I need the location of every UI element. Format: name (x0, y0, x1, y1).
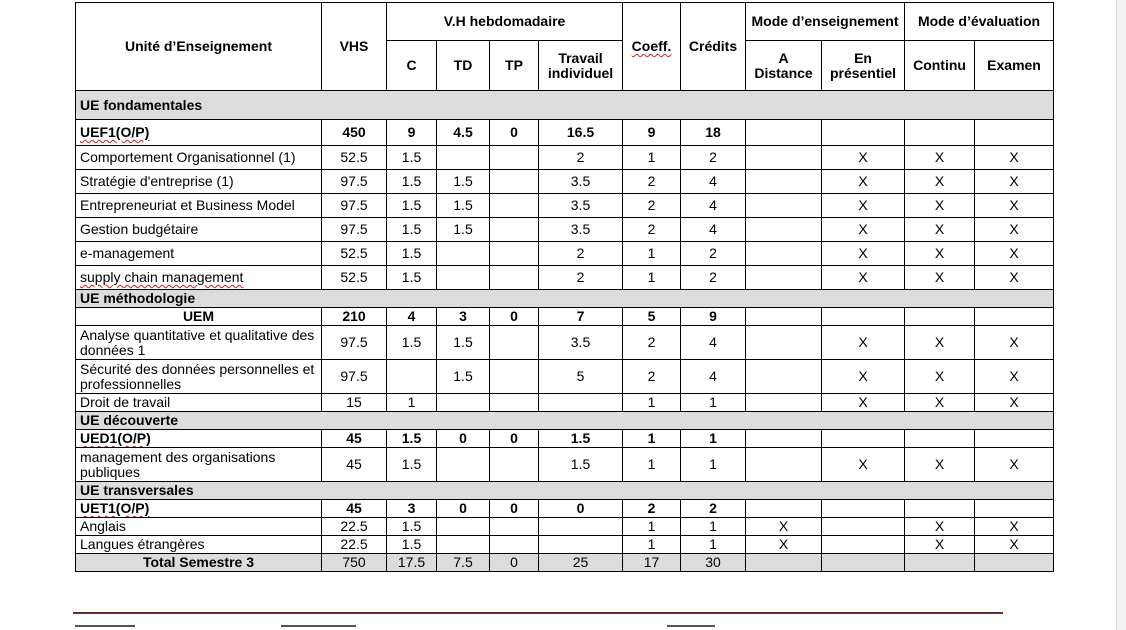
ue-cell-td: 0 (437, 500, 490, 518)
course-cell-name: Stratégie d'entreprise (1) (76, 170, 322, 194)
course-cell-vhs: 97.5 (322, 170, 387, 194)
course-cell-tp (490, 194, 539, 218)
ue-cell-coeff: 2 (623, 500, 681, 518)
course-cell-tp (490, 146, 539, 170)
course-cell-c: 1.5 (387, 518, 437, 536)
course-cell-tp (490, 326, 539, 360)
course-cell-vhs: 22.5 (322, 518, 387, 536)
header-en-presentiel: En présentiel (822, 41, 905, 91)
curriculum-table (75, 2, 1054, 572)
ue-cell-ti: 0 (539, 500, 623, 518)
course-cell-dist: X (746, 518, 822, 536)
ue-cell-empty (746, 500, 822, 518)
course-cell-ti: 2 (539, 242, 623, 266)
ue-cell-name (76, 120, 322, 146)
course-cell-coeff: 1 (623, 242, 681, 266)
course-cell-ti (539, 536, 623, 554)
header-coeff-text: Coeff. (631, 38, 672, 54)
course-cell-exam: X (975, 146, 1054, 170)
ue-cell-empty (975, 308, 1054, 326)
course-cell-td (437, 448, 490, 482)
course-cell-ti: 2 (539, 266, 623, 290)
course-row (76, 394, 1054, 412)
course-cell-c (387, 360, 437, 394)
ue-cell-empty (905, 430, 975, 448)
course-cell-dist (746, 266, 822, 290)
course-cell-coeff: 1 (623, 448, 681, 482)
total-cell-tp: 0 (490, 554, 539, 572)
course-cell-ti: 3.5 (539, 170, 623, 194)
course-cell-name: Droit de travail (76, 394, 322, 412)
course-cell-exam: X (975, 194, 1054, 218)
course-cell-td (437, 266, 490, 290)
course-cell-c: 1.5 (387, 536, 437, 554)
ue-cell-empty (905, 500, 975, 518)
course-cell-pres: X (822, 394, 905, 412)
course-cell-name: Comportement Organisationnel (1) (76, 146, 322, 170)
course-cell-cont: X (905, 326, 975, 360)
course-cell-pres: X (822, 170, 905, 194)
course-cell-td: 1.5 (437, 360, 490, 394)
course-cell-vhs: 97.5 (322, 326, 387, 360)
ue-cell-name: UEM (76, 308, 322, 326)
section-row (76, 412, 1054, 430)
course-cell-c: 1.5 (387, 326, 437, 360)
course-row (76, 218, 1054, 242)
ue-cell-empty (905, 120, 975, 146)
course-cell-name: Anglais (76, 518, 322, 536)
course-row (76, 266, 1054, 290)
ue-cell-empty (822, 500, 905, 518)
header-vhs: VHS (322, 3, 387, 91)
total-cell-coeff: 17 (623, 554, 681, 572)
footer-text-cutoff (73, 624, 1003, 630)
course-cell-td (437, 242, 490, 266)
header-travail-individuel: Travail individuel (539, 41, 623, 91)
course-row (76, 448, 1054, 482)
course-cell-ti: 5 (539, 360, 623, 394)
section-row (76, 290, 1054, 308)
course-cell-exam: X (975, 518, 1054, 536)
course-cell-vhs: 97.5 (322, 218, 387, 242)
ue-cell-c: 9 (387, 120, 437, 146)
course-cell-exam: X (975, 394, 1054, 412)
ue-cell-name-text: UEF1(O/P) (80, 124, 150, 140)
course-cell-coeff: 1 (623, 536, 681, 554)
course-cell-cont: X (905, 448, 975, 482)
course-cell-vhs: 52.5 (322, 146, 387, 170)
course-cell-ti: 3.5 (539, 218, 623, 242)
header-credits: Crédits (681, 3, 746, 91)
ue-cell-empty (822, 120, 905, 146)
course-cell-c: 1.5 (387, 146, 437, 170)
header-mode-evaluation: Mode d’évaluation (905, 3, 1054, 41)
course-cell-credits: 1 (681, 448, 746, 482)
header-td: TD (437, 41, 490, 91)
ue-cell-ti: 1.5 (539, 430, 623, 448)
course-cell-credits: 1 (681, 518, 746, 536)
ue-cell-vhs: 210 (322, 308, 387, 326)
ue-cell-empty (822, 308, 905, 326)
course-cell-name: e-management (76, 242, 322, 266)
total-cell-td: 7.5 (437, 554, 490, 572)
course-cell-dist (746, 170, 822, 194)
course-cell-coeff: 2 (623, 218, 681, 242)
ue-cell-empty (975, 430, 1054, 448)
total-cell-ti: 25 (539, 554, 623, 572)
course-row (76, 326, 1054, 360)
course-cell-pres: X (822, 194, 905, 218)
total-cell-empty (822, 554, 905, 572)
section-title: UE méthodologie (76, 290, 1054, 308)
course-cell-c: 1.5 (387, 194, 437, 218)
course-cell-pres (822, 536, 905, 554)
course-cell-credits: 4 (681, 360, 746, 394)
course-cell-coeff: 2 (623, 360, 681, 394)
course-cell-td: 1.5 (437, 218, 490, 242)
ue-cell-empty (822, 430, 905, 448)
ue-summary-row (76, 308, 1054, 326)
ue-cell-vhs: 450 (322, 120, 387, 146)
course-cell-exam: X (975, 170, 1054, 194)
course-row (76, 360, 1054, 394)
course-cell-c: 1.5 (387, 448, 437, 482)
ue-cell-c: 3 (387, 500, 437, 518)
course-cell-credits: 1 (681, 536, 746, 554)
course-cell-tp (490, 266, 539, 290)
ue-cell-credits: 1 (681, 430, 746, 448)
section-title: UE fondamentales (76, 91, 1054, 120)
course-row (76, 518, 1054, 536)
course-cell-cont: X (905, 194, 975, 218)
header-a-distance: A Distance (746, 41, 822, 91)
course-cell-td: 1.5 (437, 194, 490, 218)
course-cell-ti: 2 (539, 146, 623, 170)
course-cell-c: 1.5 (387, 218, 437, 242)
ue-cell-empty (905, 308, 975, 326)
course-cell-name: Sécurité des données personnelles et professionnelles (76, 360, 322, 394)
course-cell-tp (490, 360, 539, 394)
ue-cell-credits: 2 (681, 500, 746, 518)
course-row (76, 146, 1054, 170)
header-examen: Examen (975, 41, 1054, 91)
course-cell-cont: X (905, 360, 975, 394)
ue-cell-coeff: 5 (623, 308, 681, 326)
course-cell-td (437, 146, 490, 170)
course-cell-exam: X (975, 242, 1054, 266)
header-coeff (623, 3, 681, 91)
total-cell-empty (746, 554, 822, 572)
ue-cell-name-text: UED1(O/P) (80, 430, 151, 446)
course-cell-c: 1.5 (387, 266, 437, 290)
course-cell-cont: X (905, 218, 975, 242)
course-cell-dist: X (746, 536, 822, 554)
ue-cell-name-text: UET1(O/P) (80, 500, 150, 516)
course-cell-vhs: 52.5 (322, 266, 387, 290)
header-row-top (76, 3, 1054, 41)
course-cell-credits: 4 (681, 326, 746, 360)
header-tp: TP (490, 41, 539, 91)
course-cell-cont: X (905, 518, 975, 536)
header-unit: Unité d’Enseignement (76, 3, 322, 91)
course-cell-credits: 1 (681, 394, 746, 412)
course-cell-exam: X (975, 326, 1054, 360)
course-cell-td: 1.5 (437, 326, 490, 360)
header-vh-weekly: V.H hebdomadaire (387, 3, 623, 41)
ue-cell-c: 4 (387, 308, 437, 326)
footer-rule (73, 612, 1003, 614)
total-cell-empty (905, 554, 975, 572)
course-cell-name: management des organisations publiques (76, 448, 322, 482)
course-cell-td (437, 536, 490, 554)
course-cell-tp (490, 242, 539, 266)
course-cell-vhs: 52.5 (322, 242, 387, 266)
ue-cell-empty (746, 120, 822, 146)
ue-cell-empty (746, 308, 822, 326)
ue-cell-credits: 9 (681, 308, 746, 326)
course-cell-dist (746, 394, 822, 412)
course-cell-exam: X (975, 536, 1054, 554)
ue-cell-tp: 0 (490, 308, 539, 326)
course-cell-dist (746, 360, 822, 394)
course-cell-exam: X (975, 448, 1054, 482)
section-row (76, 482, 1054, 500)
course-cell-ti: 1.5 (539, 448, 623, 482)
course-cell-name: Gestion budgétaire (76, 218, 322, 242)
course-cell-pres (822, 518, 905, 536)
course-cell-credits: 4 (681, 218, 746, 242)
ue-cell-coeff: 1 (623, 430, 681, 448)
course-cell-cont: X (905, 536, 975, 554)
ue-summary-row (76, 120, 1054, 146)
ue-cell-name (76, 430, 322, 448)
section-row (76, 91, 1054, 120)
table-body (76, 3, 1054, 572)
course-cell-name: Langues étrangères (76, 536, 322, 554)
course-cell-tp (490, 394, 539, 412)
ue-cell-name (76, 500, 322, 518)
course-cell-vhs: 97.5 (322, 194, 387, 218)
course-row (76, 194, 1054, 218)
course-row (76, 242, 1054, 266)
total-cell-c: 17.5 (387, 554, 437, 572)
course-cell-pres: X (822, 266, 905, 290)
course-cell-dist (746, 448, 822, 482)
course-cell-coeff: 1 (623, 266, 681, 290)
course-cell-vhs: 45 (322, 448, 387, 482)
course-cell-pres: X (822, 448, 905, 482)
course-row (76, 170, 1054, 194)
course-cell-td (437, 518, 490, 536)
course-cell-exam: X (975, 360, 1054, 394)
course-cell-c: 1.5 (387, 242, 437, 266)
course-cell-coeff: 1 (623, 146, 681, 170)
ue-cell-empty (975, 500, 1054, 518)
course-cell-pres: X (822, 326, 905, 360)
ue-cell-tp: 0 (490, 430, 539, 448)
course-cell-dist (746, 326, 822, 360)
course-cell-td: 1.5 (437, 170, 490, 194)
course-cell-coeff: 2 (623, 326, 681, 360)
ue-cell-td: 0 (437, 430, 490, 448)
course-cell-name: Entrepreneuriat et Business Model (76, 194, 322, 218)
course-cell-cont: X (905, 394, 975, 412)
section-title: UE découverte (76, 412, 1054, 430)
course-cell-c: 1 (387, 394, 437, 412)
ue-cell-ti: 16.5 (539, 120, 623, 146)
ue-cell-vhs: 45 (322, 430, 387, 448)
course-cell-exam: X (975, 218, 1054, 242)
course-cell-dist (746, 242, 822, 266)
total-row (76, 554, 1054, 572)
course-cell-name: Analyse quantitative et qualitative des données 1 (76, 326, 322, 360)
course-cell-credits: 2 (681, 266, 746, 290)
course-cell-credits: 2 (681, 242, 746, 266)
course-cell-tp (490, 536, 539, 554)
course-cell-ti: 3.5 (539, 326, 623, 360)
course-cell-vhs: 22.5 (322, 536, 387, 554)
course-cell-credits: 4 (681, 194, 746, 218)
course-row (76, 536, 1054, 554)
ue-cell-c: 1.5 (387, 430, 437, 448)
course-cell-cont: X (905, 266, 975, 290)
course-cell-ti (539, 518, 623, 536)
header-mode-enseignement: Mode d’enseignement (746, 3, 905, 41)
course-cell-tp (490, 518, 539, 536)
course-cell-tp (490, 170, 539, 194)
course-cell-pres: X (822, 218, 905, 242)
course-cell-tp (490, 448, 539, 482)
course-cell-cont: X (905, 242, 975, 266)
ue-cell-credits: 18 (681, 120, 746, 146)
course-cell-coeff: 1 (623, 394, 681, 412)
ue-cell-td: 3 (437, 308, 490, 326)
course-cell-coeff: 2 (623, 194, 681, 218)
course-cell-credits: 4 (681, 170, 746, 194)
course-cell-dist (746, 146, 822, 170)
course-cell-td (437, 394, 490, 412)
header-continu: Continu (905, 41, 975, 91)
course-cell-vhs: 15 (322, 394, 387, 412)
course-cell-cont: X (905, 146, 975, 170)
total-cell-vhs: 750 (322, 554, 387, 572)
ue-cell-tp: 0 (490, 500, 539, 518)
ue-cell-coeff: 9 (623, 120, 681, 146)
course-cell-cont: X (905, 170, 975, 194)
ue-cell-vhs: 45 (322, 500, 387, 518)
course-cell-exam: X (975, 266, 1054, 290)
ue-cell-tp: 0 (490, 120, 539, 146)
course-cell-pres: X (822, 146, 905, 170)
window-right-edge (1116, 0, 1126, 630)
ue-cell-empty (746, 430, 822, 448)
section-title: UE transversales (76, 482, 1054, 500)
course-cell-name-text: supply chain management (80, 269, 244, 285)
total-cell-label: Total Semestre 3 (76, 554, 322, 572)
course-cell-c: 1.5 (387, 170, 437, 194)
course-cell-coeff: 1 (623, 518, 681, 536)
ue-cell-ti: 7 (539, 308, 623, 326)
total-cell-credits: 30 (681, 554, 746, 572)
course-cell-pres: X (822, 360, 905, 394)
course-cell-coeff: 2 (623, 170, 681, 194)
ue-summary-row (76, 500, 1054, 518)
ue-cell-td: 4.5 (437, 120, 490, 146)
ue-cell-empty (975, 120, 1054, 146)
ue-summary-row (76, 430, 1054, 448)
course-cell-pres: X (822, 242, 905, 266)
course-cell-dist (746, 218, 822, 242)
course-cell-credits: 2 (681, 146, 746, 170)
course-cell-dist (746, 194, 822, 218)
total-cell-empty (975, 554, 1054, 572)
course-cell-ti (539, 394, 623, 412)
course-cell-name (76, 266, 322, 290)
course-cell-vhs: 97.5 (322, 360, 387, 394)
course-cell-ti: 3.5 (539, 194, 623, 218)
header-c: C (387, 41, 437, 91)
course-cell-tp (490, 218, 539, 242)
